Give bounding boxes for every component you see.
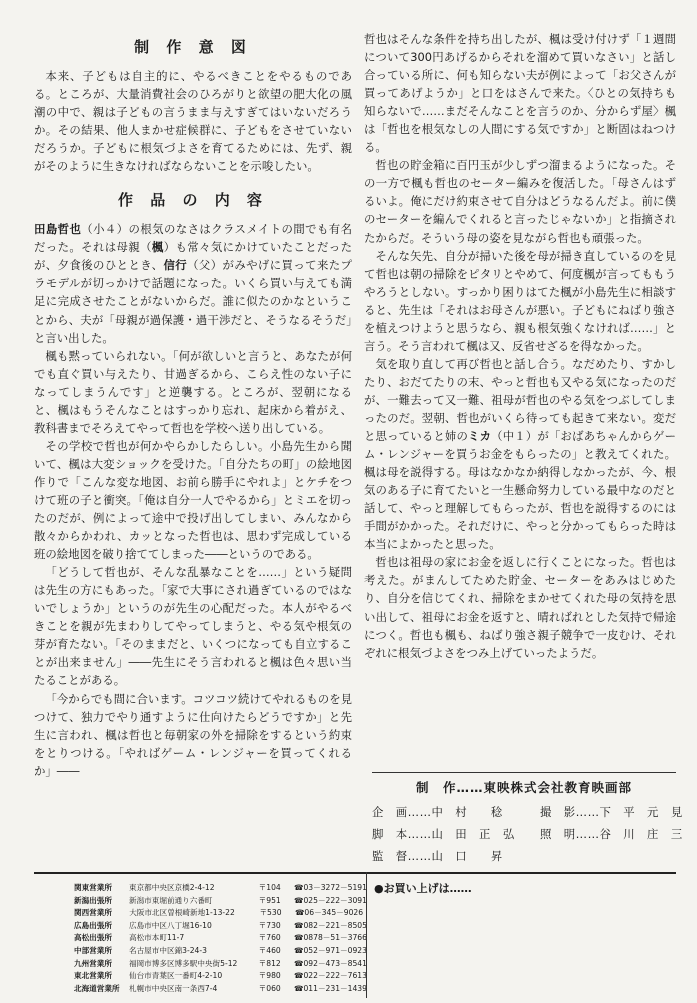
credit-cinematography: 撮 影……下 平 元 見: [540, 805, 683, 819]
office-row: [74, 932, 367, 945]
office-name: 九州営業所: [74, 958, 112, 968]
office-name: 関東営業所: [74, 883, 112, 892]
office-row: [74, 882, 367, 895]
content-paragraph-6: 哲也の貯金箱に百円玉が少しずつ溜まるようになった。その一方で楓も哲也のセーター編みを復活した。「母さんはずるいよ。俺にだけ約束させて自分はどうなるんだよ。前に僕のセーターを編んでくれると言ったじゃないか」と指摘されたからだ。そういう母の姿を見ながら哲也も頑張った。: [364, 158, 676, 245]
office-zip: 〒060: [258, 983, 281, 993]
office-name: 中部営業所: [74, 945, 112, 955]
office-tel: ☎082－221－8505: [294, 920, 367, 930]
office-address: 札幌市中央区南一条西7-4: [129, 983, 218, 993]
office-zip: 〒980: [258, 971, 281, 981]
office-zip: 〒812: [258, 958, 281, 968]
content-paragraph-2: 楓も黙っていられない。「何が欲しいと言うと、あなたが何でも直ぐ買い与えたり、甘過ぎるから、こらえ性のない子になってしまうんです」と逆襲する。ところが、翌朝になると、楓はもうそんなことはすっかり忘れ、起床から着がえ、教科書までそろえてやって哲也を学校へ送り出している。: [34, 348, 352, 435]
office-row: [74, 958, 367, 971]
section-heading-intent: 制 作 意 図: [134, 38, 252, 56]
office-address: 福岡市博多区博多駅中央街5-12: [129, 958, 238, 968]
office-tel: ☎052－971－0923: [294, 945, 367, 955]
office-tel: ☎025－222－3091: [294, 895, 367, 905]
footer-divider: [34, 872, 676, 874]
office-name: 高松出張所: [74, 933, 112, 943]
office-address: 東京都中央区京橋2-4-12: [129, 883, 215, 892]
content-paragraph-8: 気を取り直して再び哲也と話し合う。なだめたり、すかしたり、おだてたりの末、やっと哲也も又やる気になったのだが、一難去って又一難、祖母が哲也のやる気をつぶしてしまったのだ。翌朝、哲也がいくら待っても起きて来ない。変だと思っていると姉のミカ（中１）が「おばあちゃんからゲーム・レンジャーを買うお金をもらったの」と教えてくれた。楓は母を説得する。母はなかなか納得しなかったが、今、根気のある子に育てたいと一生懸命努力している最中なのだと話して、やっと理解してもらったが、哲也を説得するのには手間がかかった。それだけに、やっと分かってもらった時は本当によかったと思った。: [364, 356, 676, 552]
office-row: [74, 907, 364, 920]
office-address: 大阪市北区曽根崎新地1-13-22: [129, 908, 235, 918]
office-tel: ☎06－345－9026: [294, 908, 364, 918]
content-paragraph-1: 田島哲也（小４）の根気のなさはクラスメイトの間でも有名だった。それは母親（楓）も常々気にかけていたことだったが、夕食後のひととき、信行（父）がみやげに買って来たプラモデルが切っかけで話題になった。いくら買い与えても満足に完成させたことがないからだ。誰に似たのかなということから、夫が「母親が過保護・過干渉だと、そうなるそうだ」と言い出した。: [34, 222, 352, 345]
character-name: 信行: [163, 258, 188, 273]
office-row: [74, 920, 367, 933]
office-row: [74, 983, 367, 996]
credit-director: 監 督……山 口 昇: [372, 849, 503, 863]
office-zip: 〒951: [258, 895, 281, 905]
right-column: [364, 30, 676, 662]
credit-screenplay: 脚 本……山 田 正 弘: [372, 827, 515, 841]
office-address: 高松市本町11-7: [129, 933, 185, 943]
store-label: ●お買い上げは……: [374, 882, 472, 895]
office-tel: ☎092－473－8541: [294, 958, 367, 968]
footer-vertical-divider: [366, 872, 367, 998]
credits-divider: [372, 772, 676, 773]
office-name: 北海道営業所: [74, 983, 120, 993]
office-row: [74, 945, 367, 958]
office-name: 広島出張所: [74, 920, 112, 930]
office-zip: 〒104: [258, 883, 281, 892]
left-column: [34, 30, 352, 780]
office-address: 仙台市青葉区一番町4-2-10: [129, 971, 223, 981]
office-tel: ☎011－231－1439: [294, 983, 367, 993]
credit-lighting: 照 明……谷 川 庄 三: [540, 827, 683, 841]
office-name: 新潟出張所: [74, 895, 112, 905]
section-heading-content: 作 品 の 内 容: [118, 191, 268, 210]
production-credit: 制 作……東映株式会社教育映画部: [415, 780, 632, 795]
content-paragraph-3: その学校で哲也が何かやらかしたらしい。小島先生から聞いて、楓は大変ショックを受けた。「自分たちの町」の絵地図作りで「こんな変な地図、お前ら勝手にやれよ」とケチをつけて班の子と衝突。「俺は自分一人でやるから」とミエを切ったのだが、例によって途中で投げ出してしまい、みんなから散々からかわれ、カッとなった哲也は、思わず完成している班の絵地図を破り捨ててしまった――というのである。: [34, 438, 352, 562]
office-zip: 〒530: [259, 908, 282, 918]
content-paragraph-5-end: 哲也はそんな条件を持ち出したが、楓は受け付けず「１週間について300円あげるからそれを溜めて買いなさい」と話し合っている所に、何も知らない夫が例によって「お父さんが買ってあげようか」と口をはさんで来た。〈ひとの気持ちも知らないで……まだそんなことを言うのか、分からず屋〉楓は「哲也を根気なしの人間にする気ですか」と断固はねつける。: [364, 32, 676, 155]
character-name: 楓: [151, 240, 164, 255]
office-address: 名古屋市中区錦3-24-3: [129, 945, 207, 955]
office-address: 新潟市東堀前通り六番町: [129, 895, 213, 905]
office-name: 関西営業所: [74, 908, 112, 918]
office-tel: ☎03－3272－5191: [294, 883, 367, 892]
office-tel: ☎022－222－7613: [294, 971, 367, 981]
character-name: 田島哲也: [34, 222, 82, 237]
office-name: 東北営業所: [74, 971, 112, 981]
office-tel: ☎0878－51－3766: [294, 933, 367, 943]
office-row: [74, 895, 367, 908]
content-paragraph-9: 哲也は祖母の家にお金を返しに行くことになった。哲也は考えた。がまんしてためた貯金、セーターをあみはじめたり、自分を信じてくれ、掃除をまかせてくれた母の気持を思い出して、祖母にお金を返すと、晴ればれとした気持で帰途につく。哲也も楓も、ねばり強さ親子競争で一皮むけ、それぞれに根気づよさをつみ上げていったようだ。: [364, 555, 676, 660]
office-address: 広島市中区八丁堀16-10: [129, 920, 212, 930]
office-row: [74, 970, 367, 983]
sales-office-list: [74, 882, 367, 995]
office-zip: 〒460: [258, 945, 281, 955]
office-zip: 〒760: [258, 933, 281, 943]
content-paragraph-5-start: 「今からでも間に合います。コツコツ続けてやれるものを見つけて、独力でやり通すように仕向けたらどうですか」と先生に言われ、楓は哲也と毎朝家の外を掃除をするという約束をとりつける。「やればゲーム・レンジャーを買ってくれるか」――: [34, 691, 352, 778]
office-zip: 〒730: [258, 920, 281, 930]
character-name: ミカ: [468, 429, 492, 444]
intent-paragraph: 本来、子どもは自主的に、やるべきことをやるものである。ところが、大量消費社会のひろがりと欲望の肥大化の風潮の中で、親は子どもの言うまま与えすぎてはいないだろうか。その結果、他人まかせ症候群に、子どもをさせていないだろうか。子どもに根気づよさを育てるためには、先ず、親がそのように生きなければならないことを示唆したい。: [34, 69, 352, 174]
content-paragraph-7: そんな矢先、自分が掃いた後を母が掃き直しているのを見て哲也は朝の掃除をピタリとやめて、何度楓が言ってももうやろうとしない。すっかり困りはてた楓が小島先生に相談すると、先生は「それはお母さんが悪い。子どもにねばり強さを植えつけようと思うなら、親も根気強くなければ……」と言う。そう言われて楓は又、反省せざるを得なかった。: [364, 248, 676, 353]
credit-planning: 企 画……中 村 稔: [372, 805, 503, 819]
content-paragraph-4: 「どうして哲也が、そんな乱暴なことを……」という疑問は先生の方にもあった。「家で大事にされ過ぎているのではないでしょうか」というのが先生の心配だった。本人がやるべきことを親が先まわりしてやってしまうと、やる気や根気の芽が育たない。「そのままだと、いくつになっても自立することが出来ません」――先生にそう言われると楓は色々思い当たることがある。: [34, 565, 352, 688]
